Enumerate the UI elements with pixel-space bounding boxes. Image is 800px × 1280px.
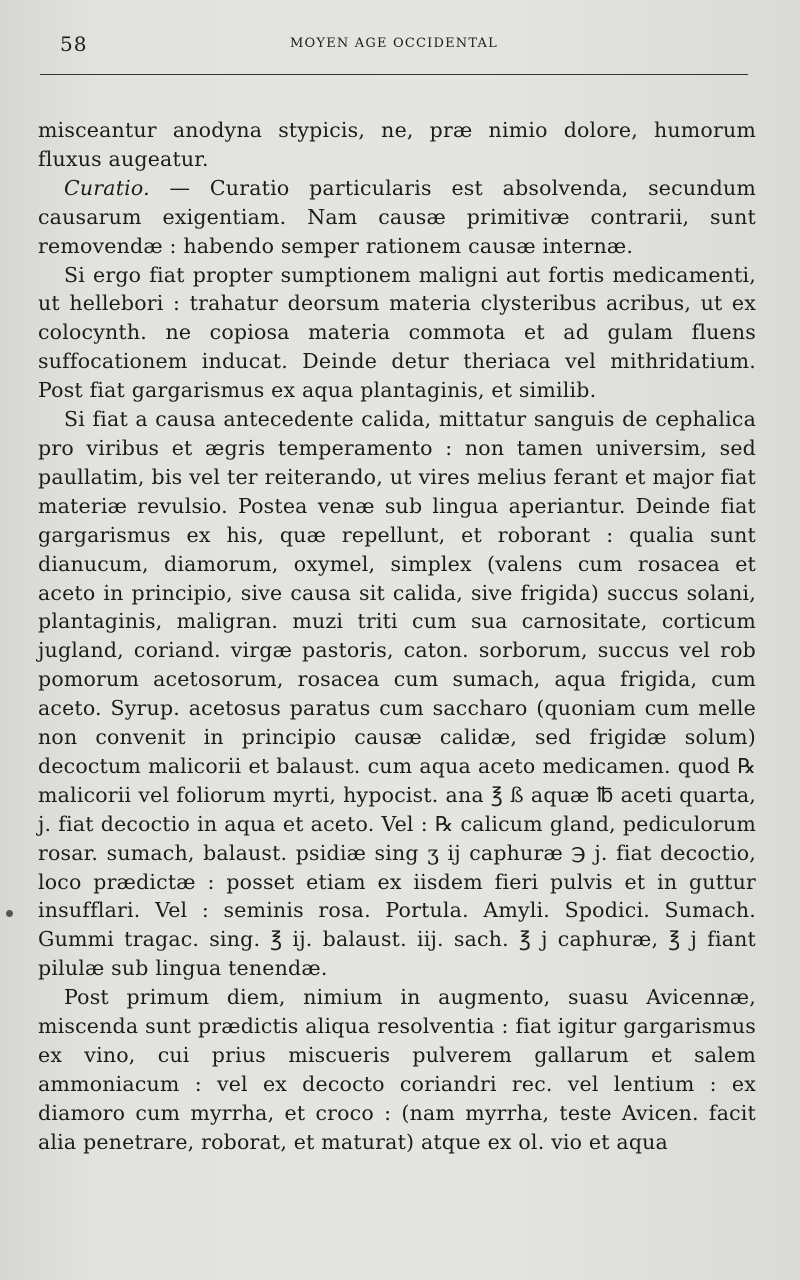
paragraph-text: misceantur anodyna stypicis, ne, præ nimio dolore, humorum fluxus augeatur. [38,118,756,171]
header-rule [40,74,748,75]
paragraph-text: Si fiat a causa antecedente calida, mittatur sanguis de cephalica pro viribus et ægris temperamento : non tamen universim, sed paullatim, bis vel ter reiterando, ut vires melius ferant et major fiat materiæ revulsio. Postea venæ sub lingua aperiantur. Deinde fiat gargarismus ex his, quæ repellunt, et roborant : qualia sunt dianucum, diamorum, oxymel, simplex (valens cum rosacea et aceto in principio, sive causa sit calida, sive frigida) succus solani, plantaginis, maligran. muzi triti cum sua carnositate, corticum jugland, coriand. virgæ pastoris, caton. sorborum, succus vel rob pomorum acetosorum, rosacea cum sumach, aqua frigida, cum aceto. Syrup. acetosus paratus cum saccharo (quoniam cum melle non convenit in principio causæ calidæ, sed frigidæ solum) decoctum malicorii et balaust. cum aqua aceto medicamen. quod ℞ malicorii vel foliorum myrti, hypocist. ana ℥ ß aquæ ℔ aceti quarta, j. fiat decoctio in aqua et aceto. Vel : ℞ calicum gland, pediculorum rosar. sumach, balaust. psidiæ sing ʒ ij caphuræ ℈ j. fiat decoctio, loco prædictæ : posset etiam ex iisdem fieri pulvis et in guttur insufflari. Vel : seminis rosa. Portula. Amyli. Spodici. Sumach. Gummi tragac. sing. ℥ ij. balaust. iij. sach. ℥ j caphuræ, ℥ j fiant pilulæ sub lingua tenendæ. [38,407,756,981]
paragraph [38,983,756,1156]
section-lead: Curatio. [64,175,150,200]
ink-speck [6,910,13,917]
paragraph [38,405,756,983]
body-text [38,116,756,1157]
paragraph-text: Post primum diem, nimium in augmento, suasu Avicennæ, miscenda sunt prædictis aliqua resolventia : fiat igitur gargarismus ex vino, cui prius miscueris pulverem gallarum et salem ammoniacum : vel ex decocto coriandri rec. vel lentium : ex diamoro cum myrrha, et croco : (nam myrrha, teste Avicen. facit alia penetrare, roborat, et maturat) atque ex ol. vio et aqua [38,985,756,1154]
paragraph-text: — Curatio particularis est absolvenda, secundum causarum exigentiam. Nam causæ primitivæ contrarii, sunt removendæ : habendo semper rationem causæ internæ. [38,175,756,258]
paragraph [38,174,756,261]
paragraph [38,116,756,174]
paragraph [38,261,756,406]
running-head: MOYEN AGE OCCIDENTAL [290,36,498,51]
paragraph-text: Si ergo fiat propter sumptionem maligni aut fortis medicamenti, ut hellebori : trahatur deorsum materia clysteribus acribus, ut ex colocynth. ne copiosa materia commota et ad gulam fluens suffocationem inducat. Deinde detur theriaca vel mithridatium. Post fiat gargarismus ex aqua plantaginis, et similib. [38,262,756,403]
page-header [38,32,750,60]
page-number: 58 [60,32,88,56]
